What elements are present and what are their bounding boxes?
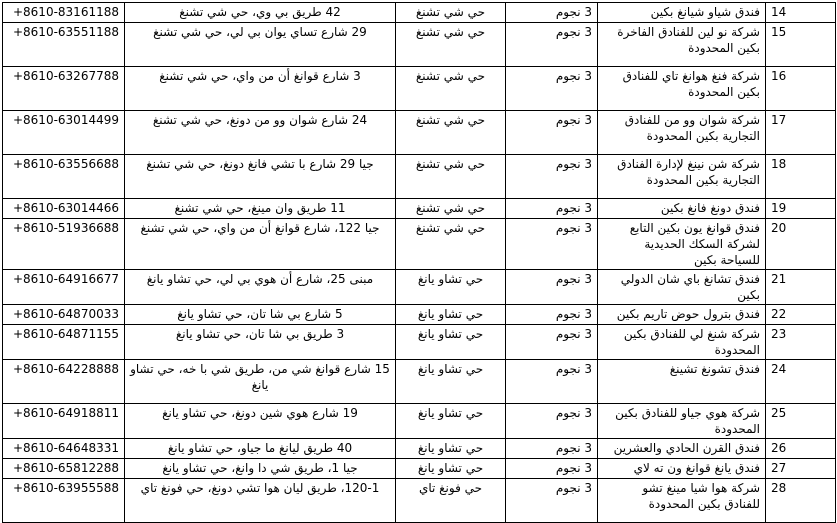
star-rating-cell: 3 نجوم xyxy=(506,439,598,459)
table-row xyxy=(3,3,836,23)
hotel-name-cell: فندق شياو شيانغ بكين xyxy=(598,3,766,23)
star-rating-cell: 3 نجوم xyxy=(506,305,598,325)
row-number-cell: 19 xyxy=(766,199,836,219)
table-body xyxy=(3,3,836,523)
phone-number-cell: +8610-64870033 xyxy=(3,305,125,325)
table-row xyxy=(3,325,836,360)
star-rating-cell: 3 نجوم xyxy=(506,404,598,439)
address-cell: جيا 1، طريق شي دا وانغ، حي تشاو يانغ xyxy=(125,459,396,479)
address-cell: 15 شارع قوانغ شي من، طريق شي با خه، حي تشاو يانغ xyxy=(125,360,396,404)
district-cell: حي فونغ تاي xyxy=(396,479,506,523)
table-row xyxy=(3,270,836,305)
hotel-name-cell: فندق دونغ فانغ بكين xyxy=(598,199,766,219)
star-rating-cell: 3 نجوم xyxy=(506,155,598,199)
row-number-cell: 24 xyxy=(766,360,836,404)
address-cell: 120-1، طريق ليان هوا تشي دونغ، حي فونغ تاي xyxy=(125,479,396,523)
star-rating-cell: 3 نجوم xyxy=(506,67,598,111)
star-rating-cell: 3 نجوم xyxy=(506,111,598,155)
address-cell: 11 طريق وان مينغ، حي شي تشنغ xyxy=(125,199,396,219)
row-number-cell: 27 xyxy=(766,459,836,479)
district-cell: حي شي تشنغ xyxy=(396,219,506,270)
address-cell: جيا 122، شارع قوانغ أن من واي، حي شي تشنغ xyxy=(125,219,396,270)
district-cell: حي تشاو يانغ xyxy=(396,439,506,459)
hotels-table xyxy=(2,2,836,523)
star-rating-cell: 3 نجوم xyxy=(506,219,598,270)
table-row xyxy=(3,404,836,439)
row-number-cell: 28 xyxy=(766,479,836,523)
address-cell: 19 شارع هوي شين دونغ، حي تشاو يانغ xyxy=(125,404,396,439)
table-row xyxy=(3,199,836,219)
row-number-cell: 15 xyxy=(766,23,836,67)
district-cell: حي شي تشنغ xyxy=(396,3,506,23)
hotel-name-cell: فندق بترول حوض تاريم بكين xyxy=(598,305,766,325)
district-cell: حي شي تشنغ xyxy=(396,67,506,111)
table-row xyxy=(3,111,836,155)
row-number-cell: 17 xyxy=(766,111,836,155)
table-row xyxy=(3,305,836,325)
row-number-cell: 16 xyxy=(766,67,836,111)
address-cell: 3 شارع قوانغ أن من واي، حي شي تشنغ xyxy=(125,67,396,111)
phone-number-cell: +8610-63955588 xyxy=(3,479,125,523)
table-row xyxy=(3,459,836,479)
hotel-name-cell: شركة هوي جياو للفنادق بكين المحدودة xyxy=(598,404,766,439)
row-number-cell: 14 xyxy=(766,3,836,23)
hotel-name-cell: فندق تشونغ تشينغ xyxy=(598,360,766,404)
address-cell: 5 شارع بي شا تان، حي تشاو يانغ xyxy=(125,305,396,325)
phone-number-cell: +8610-63267788 xyxy=(3,67,125,111)
district-cell: حي تشاو يانغ xyxy=(396,325,506,360)
address-cell: جيا 29 شارع با تشي فانغ دونغ، حي شي تشنغ xyxy=(125,155,396,199)
phone-number-cell: +8610-64648331 xyxy=(3,439,125,459)
star-rating-cell: 3 نجوم xyxy=(506,360,598,404)
district-cell: حي تشاو يانغ xyxy=(396,360,506,404)
phone-number-cell: +8610-64916677 xyxy=(3,270,125,305)
star-rating-cell: 3 نجوم xyxy=(506,23,598,67)
district-cell: حي تشاو يانغ xyxy=(396,404,506,439)
phone-number-cell: +8610-51936688 xyxy=(3,219,125,270)
district-cell: حي تشاو يانغ xyxy=(396,305,506,325)
district-cell: حي تشاو يانغ xyxy=(396,459,506,479)
address-cell: 40 طريق ليانغ ما جياو، حي تشاو يانغ xyxy=(125,439,396,459)
star-rating-cell: 3 نجوم xyxy=(506,199,598,219)
phone-number-cell: +8610-64871155 xyxy=(3,325,125,360)
district-cell: حي شي تشنغ xyxy=(396,111,506,155)
hotel-name-cell: شركة فنغ هوانغ تاي للفنادق بكين المحدودة xyxy=(598,67,766,111)
address-cell: مبنى 25، شارع أن هوي بي لي، حي تشاو يانغ xyxy=(125,270,396,305)
phone-number-cell: +8610-65812288 xyxy=(3,459,125,479)
hotel-name-cell: شركة شوان وو من للفنادق التجارية بكين المحدودة xyxy=(598,111,766,155)
table-row xyxy=(3,67,836,111)
row-number-cell: 22 xyxy=(766,305,836,325)
hotel-name-cell: شركة شن نينغ لإدارة الفنادق التجارية بكين المحدودة xyxy=(598,155,766,199)
star-rating-cell: 3 نجوم xyxy=(506,325,598,360)
district-cell: حي شي تشنغ xyxy=(396,199,506,219)
star-rating-cell: 3 نجوم xyxy=(506,459,598,479)
phone-number-cell: +8610-64918811 xyxy=(3,404,125,439)
table-row xyxy=(3,439,836,459)
row-number-cell: 20 xyxy=(766,219,836,270)
table-row xyxy=(3,360,836,404)
phone-number-cell: +8610-64228888 xyxy=(3,360,125,404)
district-cell: حي تشاو يانغ xyxy=(396,270,506,305)
hotel-name-cell: فندق قوانغ يون بكين التابع لشركة السكك الحديدية للسياحة بكين xyxy=(598,219,766,270)
row-number-cell: 25 xyxy=(766,404,836,439)
star-rating-cell: 3 نجوم xyxy=(506,479,598,523)
address-cell: 29 شارع تساي يوان بي لي، حي شي تشنغ xyxy=(125,23,396,67)
star-rating-cell: 3 نجوم xyxy=(506,270,598,305)
table-row xyxy=(3,479,836,523)
table-row xyxy=(3,155,836,199)
star-rating-cell: 3 نجوم xyxy=(506,3,598,23)
phone-number-cell: +8610-63014499 xyxy=(3,111,125,155)
hotel-name-cell: شركة هوا شيا مينغ تشو للفنادق بكين المحدودة xyxy=(598,479,766,523)
hotel-name-cell: فندق يانغ قوانغ ون ته لاي xyxy=(598,459,766,479)
address-cell: 24 شارع شوان وو من دونغ، حي شي تشنغ xyxy=(125,111,396,155)
table-row xyxy=(3,23,836,67)
phone-number-cell: +8610-63014466 xyxy=(3,199,125,219)
row-number-cell: 18 xyxy=(766,155,836,199)
row-number-cell: 23 xyxy=(766,325,836,360)
address-cell: 42 طريق بي وي، حي شي تشنغ xyxy=(125,3,396,23)
row-number-cell: 21 xyxy=(766,270,836,305)
address-cell: 3 طريق بي شا تان، حي تشاو يانغ xyxy=(125,325,396,360)
row-number-cell: 26 xyxy=(766,439,836,459)
phone-number-cell: +8610-63551188 xyxy=(3,23,125,67)
hotel-name-cell: فندق تشانغ باي شان الدولي بكين xyxy=(598,270,766,305)
hotel-name-cell: فندق القرن الحادي والعشرين xyxy=(598,439,766,459)
hotel-name-cell: شركة نو لين للفنادق الفاخرة بكين المحدودة xyxy=(598,23,766,67)
district-cell: حي شي تشنغ xyxy=(396,23,506,67)
hotel-name-cell: شركة شنغ لي للفنادق بكين المحدودة xyxy=(598,325,766,360)
district-cell: حي شي تشنغ xyxy=(396,155,506,199)
phone-number-cell: +8610-83161188 xyxy=(3,3,125,23)
phone-number-cell: +8610-63556688 xyxy=(3,155,125,199)
table-row xyxy=(3,219,836,270)
